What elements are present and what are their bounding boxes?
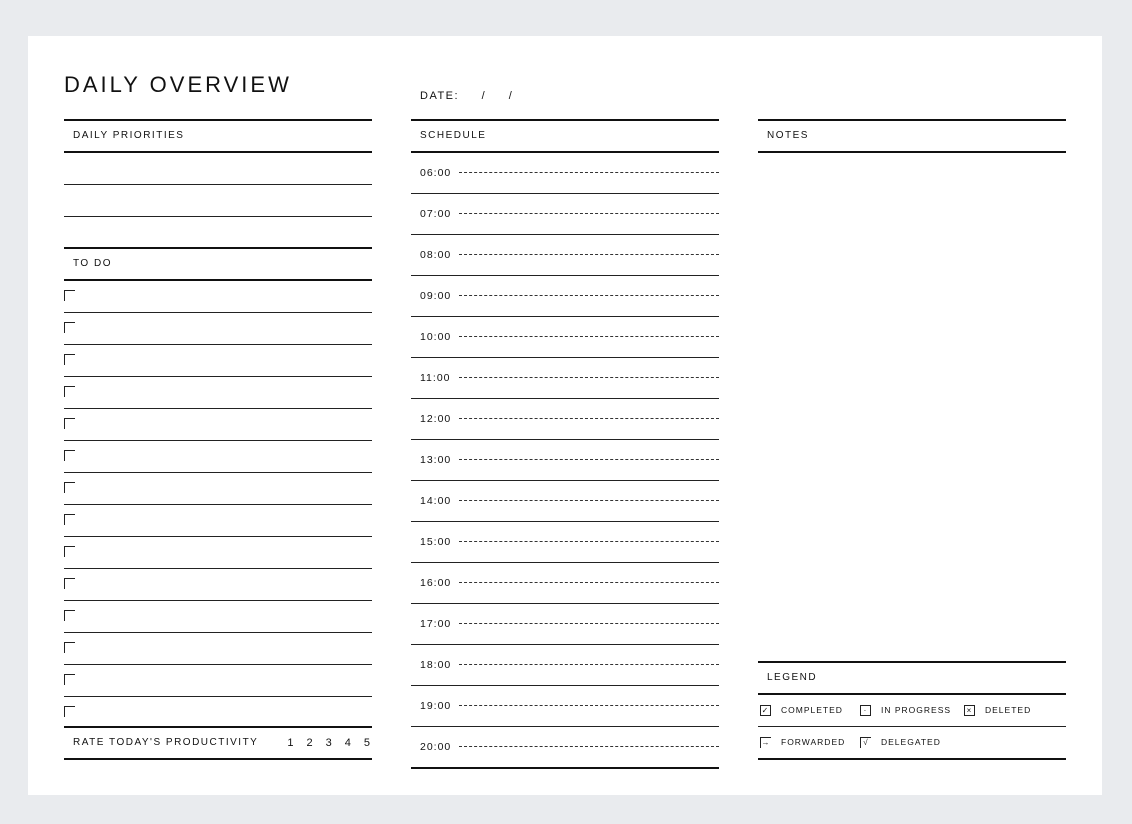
dashed-line xyxy=(459,623,719,624)
legend-row xyxy=(758,727,1066,760)
dashed-line xyxy=(459,213,719,214)
delegate-check-icon: √ xyxy=(860,737,871,748)
legend-item-forwarded xyxy=(760,736,845,748)
schedule-heading: SCHEDULE xyxy=(411,119,719,153)
todo-item[interactable] xyxy=(64,601,372,633)
schedule-slot[interactable] xyxy=(411,522,719,563)
cross-icon: × xyxy=(964,705,975,716)
hour-label: 08:00 xyxy=(420,249,452,261)
date-separator: / xyxy=(508,90,514,102)
hour-label: 11:00 xyxy=(420,372,451,384)
legend-label: FORWARDED xyxy=(781,737,846,747)
schedule-slot[interactable] xyxy=(411,276,719,317)
rating-option[interactable]: 4 xyxy=(344,737,351,749)
todo-checkbox[interactable] xyxy=(64,674,75,685)
todo-item[interactable] xyxy=(64,409,372,441)
notes-column xyxy=(758,119,1066,760)
schedule-list xyxy=(411,153,719,769)
legend-item-delegated xyxy=(860,736,941,748)
rating-option[interactable]: 3 xyxy=(325,737,332,749)
todo-checkbox[interactable] xyxy=(64,578,75,589)
rating-label: RATE TODAY'S PRODUCTIVITY xyxy=(73,737,259,748)
hour-label: 18:00 xyxy=(420,659,452,671)
productivity-rating xyxy=(64,726,372,760)
legend-label: COMPLETED xyxy=(781,705,843,715)
dashed-line xyxy=(459,377,719,378)
hour-label: 12:00 xyxy=(420,413,452,425)
legend-item-completed xyxy=(760,704,843,716)
dashed-line xyxy=(459,582,719,583)
legend-label: IN PROGRESS xyxy=(881,705,952,715)
dashed-line xyxy=(459,664,719,665)
schedule-slot[interactable] xyxy=(411,194,719,235)
dashed-line xyxy=(459,336,719,337)
arrow-right-icon: → xyxy=(761,738,771,748)
todo-checkbox[interactable] xyxy=(64,450,75,461)
todo-heading: TO DO xyxy=(64,247,372,281)
schedule-slot[interactable] xyxy=(411,481,719,522)
schedule-slot[interactable] xyxy=(411,727,719,769)
legend-heading: LEGEND xyxy=(758,661,1066,695)
todo-item[interactable] xyxy=(64,313,372,345)
dashed-line xyxy=(459,746,719,747)
todo-list xyxy=(64,281,372,727)
legend-item-in-progress xyxy=(860,704,951,716)
todo-item[interactable] xyxy=(64,537,372,569)
todo-item[interactable] xyxy=(64,377,372,409)
dashed-line xyxy=(459,459,719,460)
todo-item[interactable] xyxy=(64,281,372,313)
schedule-slot[interactable] xyxy=(411,399,719,440)
planner-sheet xyxy=(28,36,1102,795)
todo-checkbox[interactable] xyxy=(64,322,75,333)
schedule-slot[interactable] xyxy=(411,358,719,399)
legend-item-deleted xyxy=(964,704,1031,716)
todo-item[interactable] xyxy=(64,473,372,505)
dashed-line xyxy=(459,254,719,255)
legend-label: DELETED xyxy=(985,705,1032,715)
schedule-slot[interactable] xyxy=(411,563,719,604)
schedule-slot[interactable] xyxy=(411,645,719,686)
schedule-slot[interactable] xyxy=(411,604,719,645)
todo-checkbox[interactable] xyxy=(64,514,75,525)
notes-area[interactable] xyxy=(758,153,1066,661)
hour-label: 06:00 xyxy=(420,167,452,179)
hour-label: 20:00 xyxy=(420,741,452,753)
page-title: DAILY OVERVIEW xyxy=(64,72,292,97)
todo-checkbox[interactable] xyxy=(64,610,75,621)
schedule-slot[interactable] xyxy=(411,235,719,276)
todo-checkbox[interactable] xyxy=(64,482,75,493)
dashed-line xyxy=(459,172,719,173)
hour-label: 10:00 xyxy=(420,331,452,343)
rating-option[interactable]: 2 xyxy=(306,737,313,749)
hour-label: 14:00 xyxy=(420,495,452,507)
todo-checkbox[interactable] xyxy=(64,290,75,301)
date-label: DATE: xyxy=(420,90,460,102)
legend-label: DELEGATED xyxy=(881,737,941,747)
notes-heading: NOTES xyxy=(758,119,1066,153)
todo-checkbox[interactable] xyxy=(64,546,75,557)
schedule-slot[interactable] xyxy=(411,317,719,358)
hour-label: 07:00 xyxy=(420,208,452,220)
todo-item[interactable] xyxy=(64,345,372,377)
todo-checkbox[interactable] xyxy=(64,354,75,365)
todo-item[interactable] xyxy=(64,505,372,537)
date-separator: / xyxy=(481,90,487,102)
todo-checkbox[interactable] xyxy=(64,386,75,397)
priority-line[interactable] xyxy=(64,217,372,247)
todo-item[interactable] xyxy=(64,569,372,601)
hour-label: 19:00 xyxy=(420,700,452,712)
dashed-line xyxy=(459,500,719,501)
todo-item[interactable] xyxy=(64,633,372,665)
rating-values xyxy=(274,728,370,759)
todo-checkbox[interactable] xyxy=(64,642,75,653)
todo-checkbox[interactable] xyxy=(64,706,75,717)
hour-label: 16:00 xyxy=(420,577,452,589)
dashed-line xyxy=(459,541,719,542)
priority-line[interactable] xyxy=(64,153,372,185)
todo-checkbox[interactable] xyxy=(64,418,75,429)
legend-row xyxy=(758,695,1066,727)
todo-item[interactable] xyxy=(64,441,372,473)
hour-label: 17:00 xyxy=(420,618,452,630)
priorities-heading: DAILY PRIORITIES xyxy=(64,119,372,153)
schedule-slot[interactable] xyxy=(411,440,719,481)
dashed-line xyxy=(459,295,719,296)
hour-label: 15:00 xyxy=(420,536,452,548)
rating-option[interactable]: 1 xyxy=(287,737,294,749)
hour-label: 13:00 xyxy=(420,454,452,466)
dot-icon: · xyxy=(860,705,871,716)
hour-label: 09:00 xyxy=(420,290,452,302)
date-field[interactable] xyxy=(420,90,513,102)
todo-item[interactable] xyxy=(64,697,372,727)
schedule-column xyxy=(411,119,719,769)
todo-item[interactable] xyxy=(64,665,372,697)
dashed-line xyxy=(459,418,719,419)
priority-line[interactable] xyxy=(64,185,372,217)
rating-option[interactable]: 5 xyxy=(363,737,370,749)
left-column xyxy=(64,119,372,760)
schedule-slot[interactable] xyxy=(411,686,719,727)
schedule-slot[interactable] xyxy=(411,153,719,194)
check-icon: ✓ xyxy=(761,706,770,716)
dashed-line xyxy=(459,705,719,706)
